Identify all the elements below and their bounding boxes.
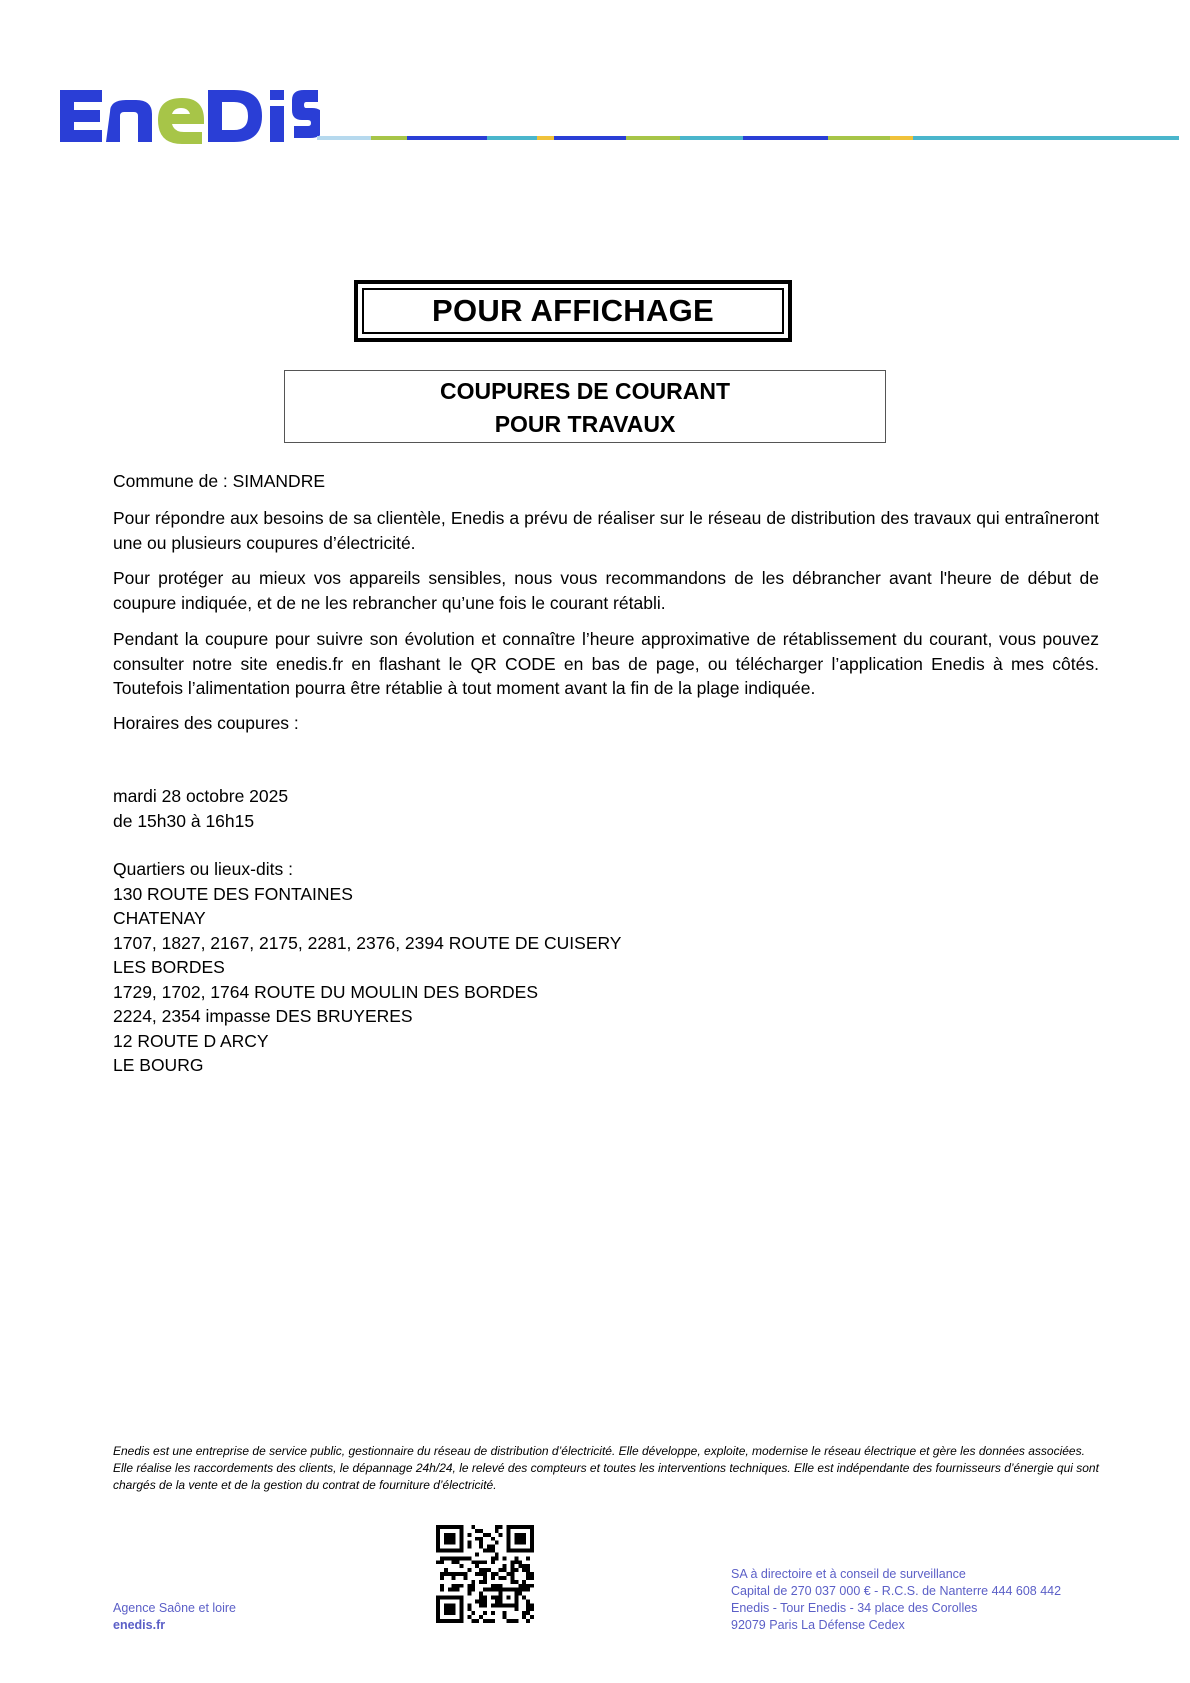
qr-code-graphic xyxy=(436,1525,534,1623)
paragraph-3: Pendant la coupure pour suivre son évolution et connaître l’heure approximative de rétablissement du courant, vous pouvez consulter notre site enedis.fr en flashant le QR CODE en bas de page, ou télécharger l’application Enedis à mes côtés. Toutefois l’alimentation pourra être rétablie à tout moment avant la fin de la plage indiquée. xyxy=(113,629,1099,698)
place-item: LES BORDES xyxy=(113,957,225,977)
rule-segment xyxy=(371,136,407,140)
paragraph-2: Pour protéger au mieux vos appareils sensibles, nous vous recommandons de les débrancher avant l'heure de début de coupure indiquée, et de ne les rebrancher qu’une fois le courant rétabli. xyxy=(113,568,1099,613)
rule-segment xyxy=(487,136,536,140)
places-block xyxy=(113,857,1099,1078)
rule-segment xyxy=(680,136,743,140)
place-item: LE BOURG xyxy=(113,1055,204,1075)
display-label-box xyxy=(354,280,792,342)
rule-segment xyxy=(828,136,891,140)
legal-notice: Enedis est une entreprise de service public, gestionnaire du réseau de distribution d’électricité. Elle développe, exploite, modernise le réseau électrique et gère les données associées. Elle réalise les raccordements des clients, le dépannage 24h/24, le relevé des compteurs et toutes les interventions techniques. Elle est indépendante des fournisseurs d’énergie qui sont chargés de la vente et de la gestion du contrat de fourniture d’électricité. xyxy=(113,1444,1099,1492)
display-label-inner xyxy=(362,288,784,334)
schedule-heading: Horaires des coupures : xyxy=(113,713,299,733)
rule-segment xyxy=(626,136,680,140)
notice-title-box xyxy=(284,370,886,443)
place-item: 130 ROUTE DES FONTAINES xyxy=(113,883,353,904)
place-item: CHATENAY xyxy=(113,908,206,928)
agency-block xyxy=(113,1600,236,1634)
paragraph-1: Pour répondre aux besoins de sa clientèle, Enedis a prévu de réaliser sur le réseau de distribution des travaux qui entraîneront une ou plusieurs coupures d’électricité. xyxy=(113,508,1099,553)
rule-segment xyxy=(554,136,626,140)
notice-title-line2: POUR TRAVAUX xyxy=(494,411,676,437)
company-line: Enedis - Tour Enedis - 34 place des Corolles xyxy=(731,1601,978,1615)
schedule-date: mardi 28 octobre 2025 xyxy=(113,786,289,806)
rule-segment xyxy=(913,136,1179,140)
paragraph-3-block xyxy=(113,627,1099,701)
place-item: 2224, 2354 impasse DES BRUYERES xyxy=(113,1006,413,1026)
rule-segment xyxy=(407,136,488,140)
commune-line: Commune de : SIMANDRE xyxy=(113,471,326,491)
company-line: 92079 Paris La Défense Cedex xyxy=(731,1618,905,1632)
place-item: 1707, 1827, 2167, 2175, 2281, 2376, 2394 ROUTE DE CUISERY xyxy=(113,932,622,953)
paragraph-1-block xyxy=(113,506,1099,555)
place-item: 1729, 1702, 1764 ROUTE DU MOULIN DES BORDES xyxy=(113,981,539,1002)
schedule-time: de 15h30 à 16h15 xyxy=(113,810,255,831)
rule-segment xyxy=(317,136,371,140)
rule-segment xyxy=(537,136,555,140)
display-label: POUR AFFICHAGE xyxy=(431,293,715,328)
qr-code-icon[interactable] xyxy=(436,1525,534,1623)
header-color-rule xyxy=(317,136,1179,140)
agency-name: Agence Saône et loire xyxy=(113,1601,237,1615)
company-line: SA à directoire et à conseil de surveillance xyxy=(731,1567,966,1581)
enedis-logo-mark xyxy=(58,82,320,152)
place-item: 12 ROUTE D ARCY xyxy=(113,1030,269,1051)
places-heading: Quartiers ou lieux-dits : xyxy=(113,859,293,879)
enedis-logo xyxy=(58,82,320,152)
notice-title-line1: COUPURES DE COURANT xyxy=(439,378,731,404)
company-line: Capital de 270 037 000 € - R.C.S. de Nanterre 444 608 442 xyxy=(731,1584,1062,1598)
rule-segment xyxy=(743,136,828,140)
rule-segment xyxy=(890,136,912,140)
schedule-block xyxy=(113,784,1099,833)
company-info xyxy=(731,1566,1061,1634)
paragraph-2-block xyxy=(113,566,1099,615)
website-link[interactable]: enedis.fr xyxy=(113,1618,166,1632)
